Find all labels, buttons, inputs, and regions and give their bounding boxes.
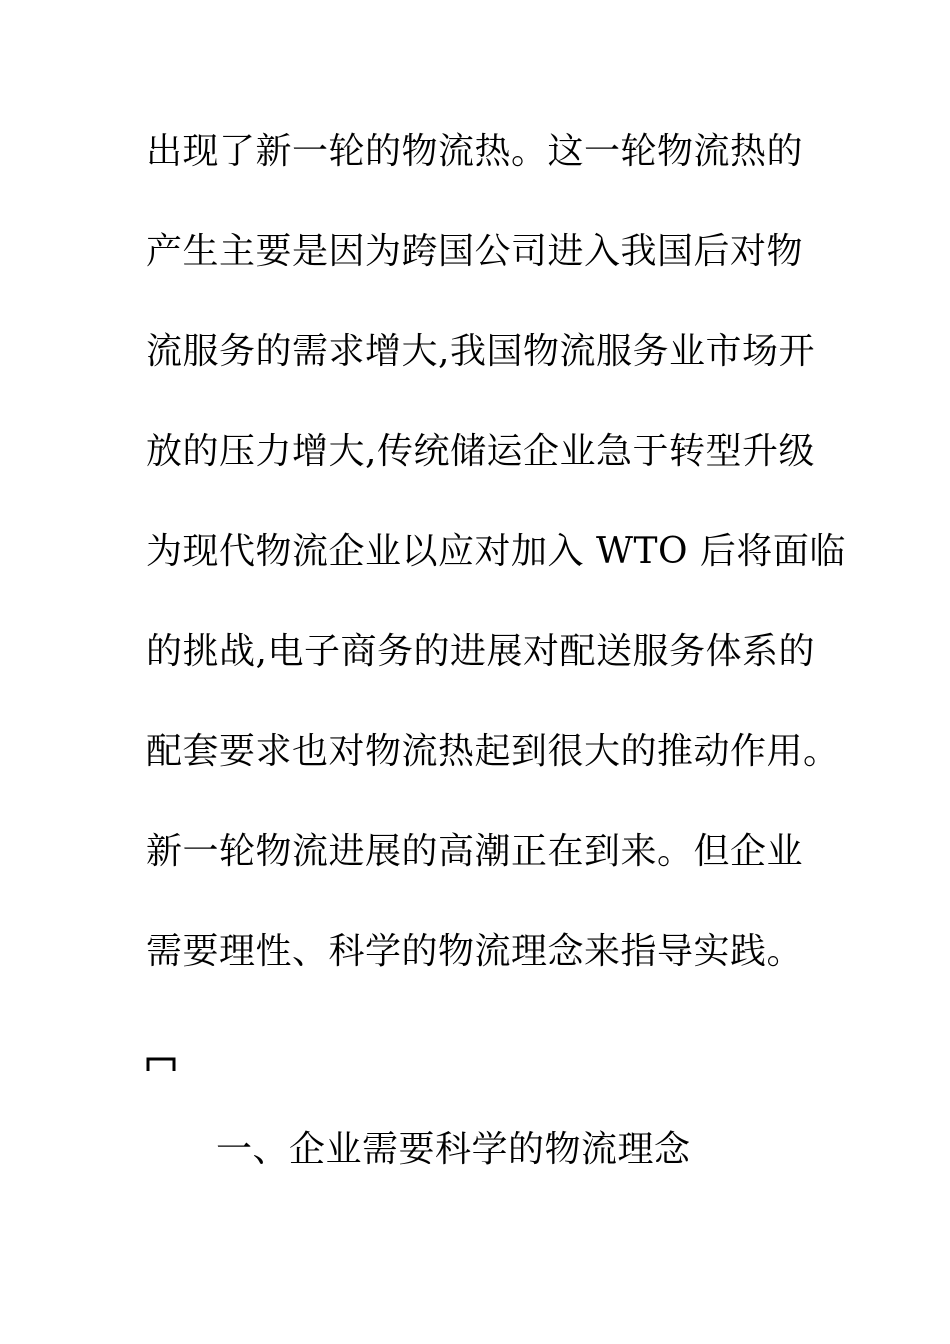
paragraph-line-2: 产生主要是因为跨国公司进入我国后对物 — [146, 231, 804, 272]
paragraph-line-6: 的挑战,电子商务的进展对配送服务体系的 — [146, 631, 815, 672]
paragraph-line-9: 需要理性、科学的物流理念来指导实践。 — [146, 931, 804, 972]
paragraph-line-3: 流服务的需求增大,我国物流服务业市场开 — [146, 331, 815, 372]
paragraph-line-8: 新一轮物流进展的高潮正在到来。但企业 — [146, 831, 804, 872]
paragraph-line-5: 为现代物流企业以应对加入 WTO 后将面临 — [146, 531, 846, 572]
paragraph-line-4: 放的压力增大,传统储运企业急于转型升级 — [146, 431, 815, 472]
paragraph-line-7: 配套要求也对物流热起到很大的推动作用。 — [146, 731, 840, 772]
paragraph-line-1: 出现了新一轮的物流热。这一轮物流热的 — [146, 131, 804, 172]
section-heading: 一、企业需要科学的物流理念 — [216, 1129, 691, 1170]
section-mark-icon — [146, 1056, 176, 1072]
